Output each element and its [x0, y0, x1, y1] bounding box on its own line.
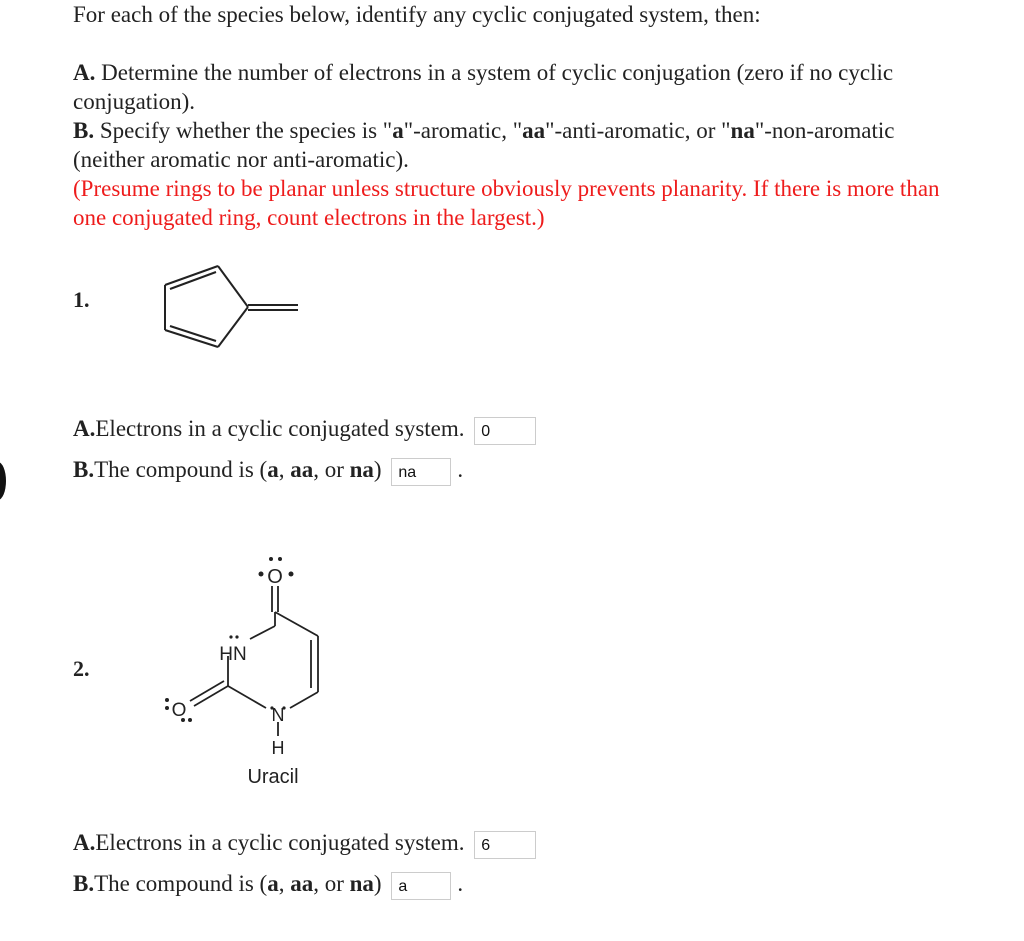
scroll-edge-indicator	[0, 462, 6, 500]
hn-label: HN	[219, 644, 247, 665]
instruction-b-mid1: "-aromatic, "	[403, 118, 523, 143]
question-2-electrons-input[interactable]: 6	[474, 831, 536, 859]
planarity-note: (Presume rings to be planar unless structure obviously prevents planarity. If there is more than one conjugated ring, count electrons in the largest.)	[73, 176, 940, 230]
ring-bond	[275, 612, 318, 636]
question-1-period: .	[457, 457, 464, 482]
molecule-name: Uracil	[247, 766, 299, 788]
top-oxygen-label: O	[267, 566, 283, 588]
methylenecyclopentadiene-structure	[150, 255, 310, 355]
question-1-option-a: a	[267, 457, 279, 482]
question-2-aromaticity-input[interactable]: a	[391, 872, 451, 900]
question-2-a-label: A.	[73, 830, 96, 855]
option-na-text: na	[730, 118, 755, 143]
instruction-a	[73, 58, 953, 116]
question-1-aromaticity-input[interactable]: na	[391, 458, 451, 486]
question-2-a-line	[73, 830, 536, 859]
question-2-b-text: The compound is (	[94, 871, 268, 896]
instruction-a-label: A.	[73, 60, 96, 85]
question-2-number: 2.	[73, 656, 90, 681]
option-a-text: a	[392, 118, 404, 143]
n-label: N	[271, 705, 285, 725]
uracil-structure	[150, 540, 350, 800]
question-2-b-label: B.	[73, 871, 95, 896]
instruction-b	[73, 116, 953, 174]
instruction-b-mid2: "-anti-aromatic, or "	[545, 118, 731, 143]
question-2-option-na: na	[349, 871, 374, 896]
instruction-b-post: "-non-aromatic (neither aromatic nor anti-aromatic).	[73, 118, 895, 172]
question-1-option-na: na	[349, 457, 374, 482]
question-1-b-close: )	[373, 457, 382, 482]
question-1-b-line	[73, 457, 463, 486]
instruction-a-text: Determine the number of electrons in a system of cyclic conjugation (zero if no cyclic conjugation).	[73, 60, 894, 114]
question-1-b-label: B.	[73, 457, 95, 482]
question-2-option-aa: aa	[290, 871, 314, 896]
question-2-b-line	[73, 871, 463, 900]
ring-bond	[165, 266, 218, 285]
ring-bond	[218, 307, 248, 347]
question-1-electrons-input[interactable]: 0	[474, 417, 536, 445]
question-1-option-aa: aa	[290, 457, 314, 482]
question-2-sep: ,	[278, 871, 291, 896]
ring-bond	[250, 626, 275, 639]
question-2-b-close: )	[373, 871, 382, 896]
question-2-period: .	[457, 871, 464, 896]
question-2-sep: , or	[313, 871, 350, 896]
question-1-sep: , or	[313, 457, 350, 482]
option-aa-text: aa	[522, 118, 546, 143]
left-oxygen-label: O	[171, 700, 187, 721]
question-1-sep: ,	[278, 457, 291, 482]
h-label: H	[271, 738, 285, 758]
instruction-b-pre: Specify whether the species is "	[94, 118, 393, 143]
question-1-number: 1.	[73, 287, 90, 312]
question-2-option-a: a	[267, 871, 279, 896]
question-1-b-text: The compound is (	[94, 457, 268, 482]
question-2-a-text: Electrons in a cyclic conjugated system.	[95, 830, 465, 855]
ring-bond	[228, 686, 266, 708]
ring-bond	[290, 692, 318, 708]
instruction-b-label: B.	[73, 118, 95, 143]
question-1-a-line	[73, 416, 536, 445]
question-1-a-label: A.	[73, 416, 96, 441]
intro-text: For each of the species below, identify any cyclic conjugated system, then:	[73, 2, 761, 27]
ring-bond	[218, 266, 248, 307]
question-1-a-text: Electrons in a cyclic conjugated system.	[95, 416, 465, 441]
